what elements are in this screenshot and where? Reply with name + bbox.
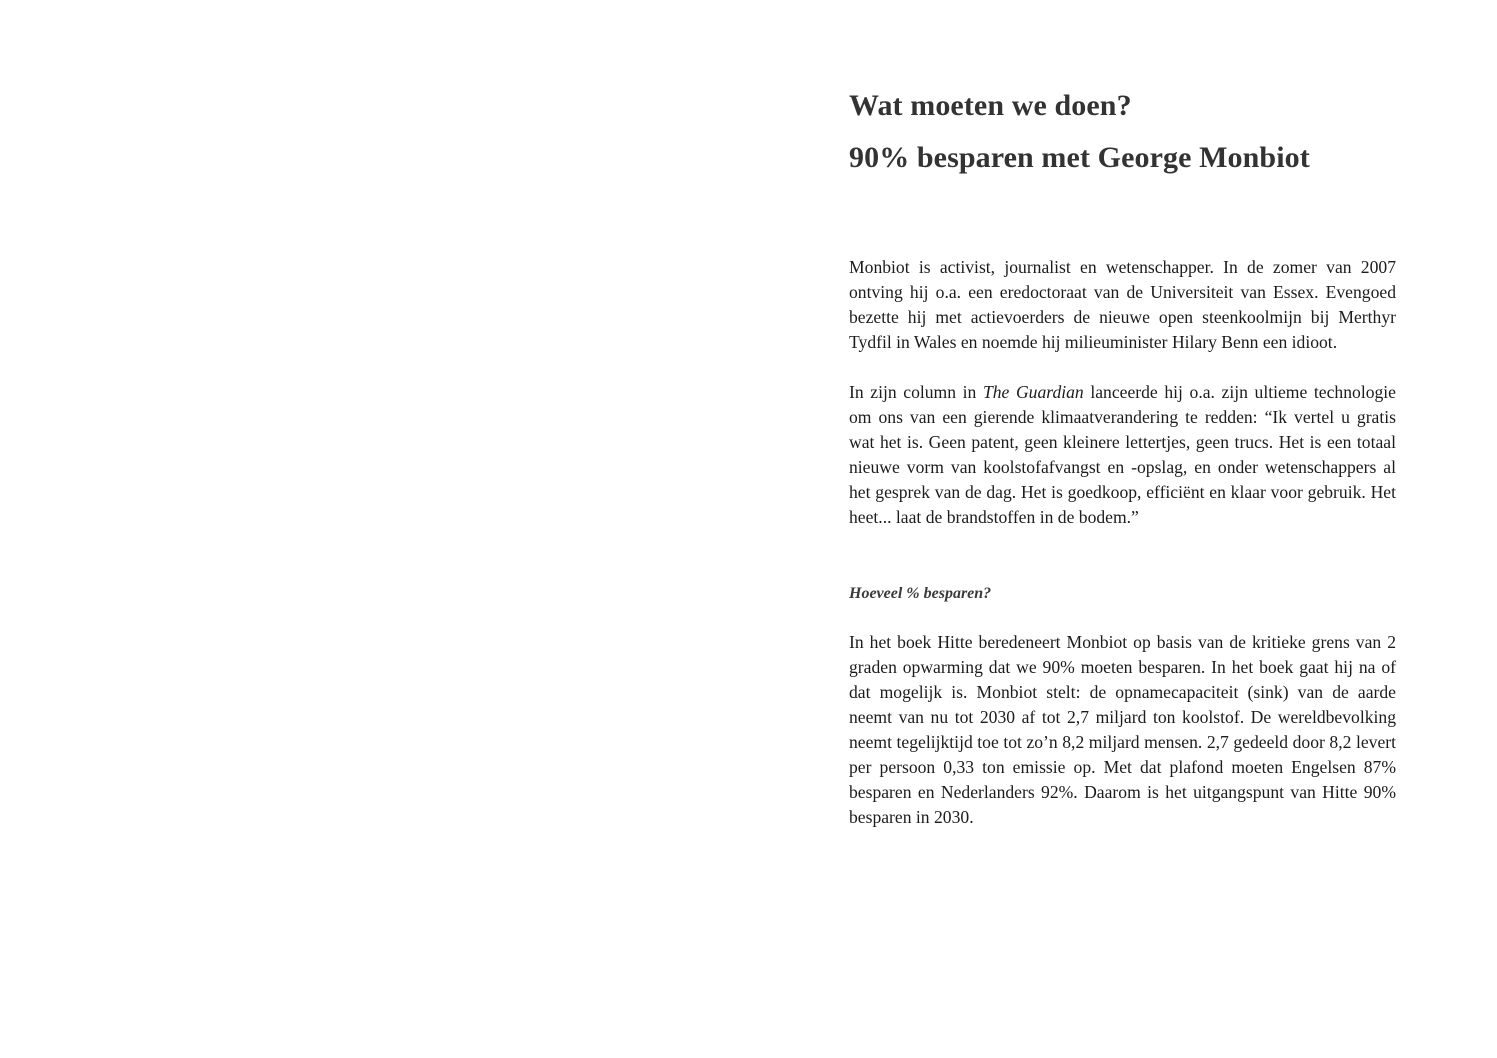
guardian-paragraph: [849, 380, 1396, 530]
right-page: [748, 0, 1497, 1058]
guardian-paragraph-after: lanceerde hij o.a. zijn ultieme technologie om ons van een gierende klimaatverandering te redden: “Ik vertel u gratis wat het is. Geen patent, geen kleinere lettertjes, geen trucs. Het is een totaal nieuwe vorm van koolstofafvangst en -opslag, en onder wetenschappers al het gesprek van de dag. Het is goedkoop, efficiënt en klaar voor gebruik. Het heet... laat de brandstoffen in de bodem.”: [849, 382, 1396, 527]
intro-paragraph: Monbiot is activist, journalist en wetenschapper. In de zomer van 2007 ontving hij o.a. een eredoctoraat van de Universiteit van Essex. Evengoed bezette hij met actievoerders de nieuwe open steenkoolmijn bij Merthyr Tydfil in Wales en noemde hij milieuminister Hilary Benn een idioot.: [849, 257, 1396, 352]
section-subheading: Hoeveel % besparen?: [849, 585, 992, 602]
publication-title: The Guardian: [982, 382, 1084, 402]
chapter-title-line-1: Wat moeten we doen?: [849, 89, 1132, 122]
left-page-blank: [0, 0, 748, 1058]
chapter-title-line-2: 90% besparen met George Monbiot: [849, 141, 1310, 174]
guardian-paragraph-before: In zijn column in: [849, 382, 983, 402]
page-content: [849, 84, 1396, 830]
calculation-paragraph: In het boek Hitte beredeneert Monbiot op basis van de kritieke grens van 2 graden opwarming dat we 90% moeten besparen. In het boek gaat hij na of dat mogelijk is. Monbiot stelt: de opnamecapaciteit (sink) van de aarde neemt van nu tot 2030 af tot 2,7 miljard ton koolstof. De wereldbevolking neemt tegelijktijd toe tot zo’n 8,2 miljard mensen. 2,7 gedeeld door 8,2 levert per persoon 0,33 ton emissie op. Met dat plafond moeten Engelsen 87% besparen en Nederlanders 92%. Daarom is het uitgangspunt van Hitte 90% besparen in 2030.: [849, 632, 1396, 827]
